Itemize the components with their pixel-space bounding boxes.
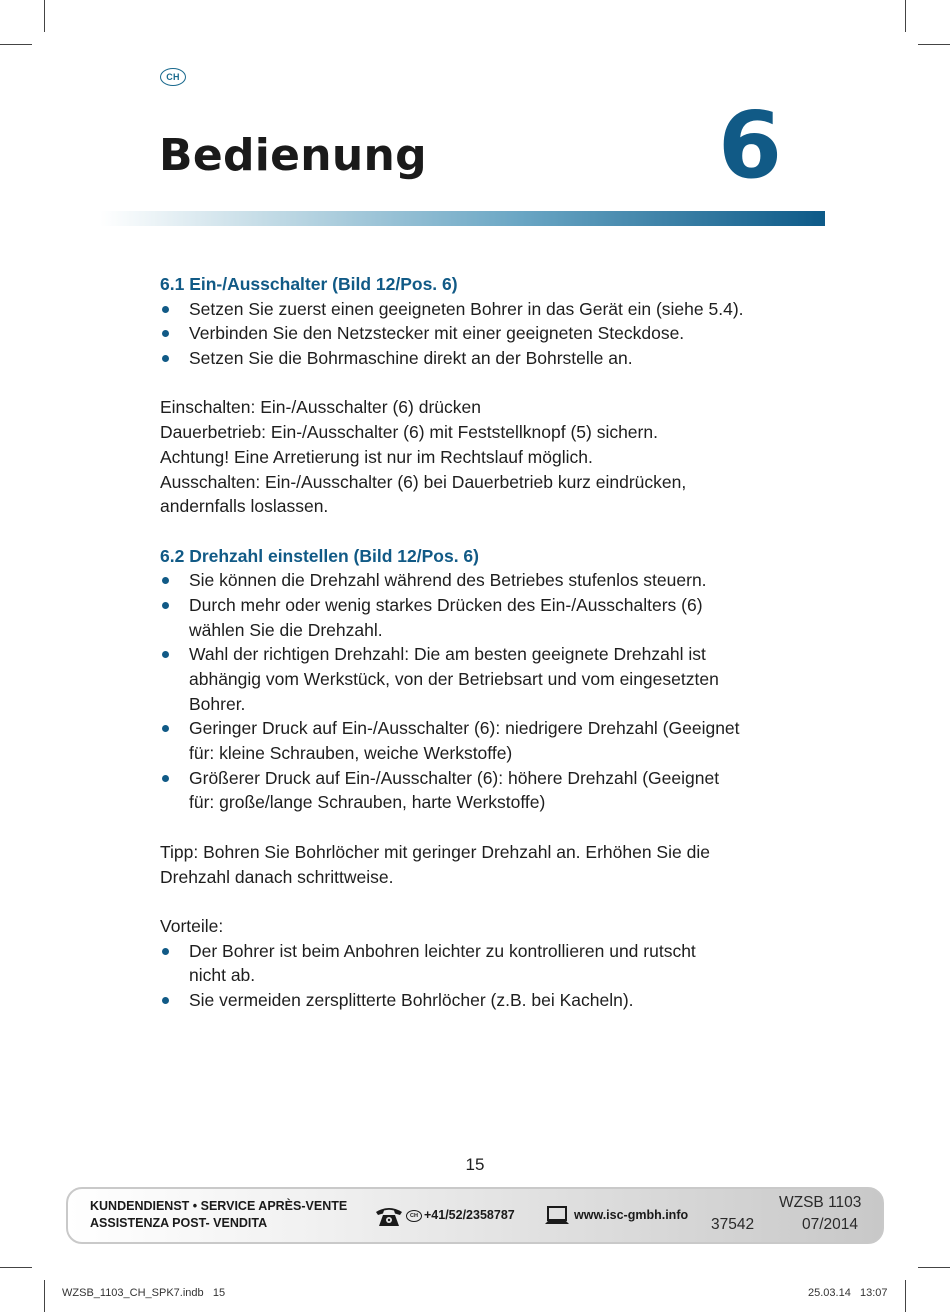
bullet-icon: [162, 602, 169, 609]
website-link: www.isc-gmbh.info: [574, 1208, 689, 1222]
list-item-text: wählen Sie die Drehzahl.: [189, 619, 383, 640]
list-item-text: Größerer Druck auf Ein-/Ausschalter (6): höhere Drehzahl (Geeignet: [189, 767, 720, 788]
page-number: 15: [465, 1155, 485, 1174]
crop-mark: [0, 44, 32, 45]
paragraph-line: andernfalls loslassen.: [160, 496, 329, 517]
list-item: [160, 346, 800, 371]
tip-line: Drehzahl danach schrittweise.: [160, 866, 394, 887]
list-item-text: Sie können die Drehzahl während des Betriebes stufenlos steuern.: [189, 570, 707, 591]
spacer: [160, 889, 800, 914]
list-item-text: Verbinden Sie den Netzstecker mit einer geeigneten Steckdose.: [189, 323, 685, 344]
page-content: [160, 272, 800, 1013]
list-item-text: Geringer Druck auf Ein-/Ausschalter (6): niedrigere Drehzahl (Geeignet: [189, 718, 740, 739]
section-heading: 6.1 Ein-/Ausschalter (Bild 12/Pos. 6): [160, 274, 458, 294]
print-timestamp: 25.03.14 13:07: [808, 1287, 888, 1299]
list-item-text: Setzen Sie die Bohrmaschine direkt an der Bohrstelle an.: [189, 348, 633, 369]
crop-mark: [905, 1280, 906, 1312]
laptop-icon: [544, 1204, 570, 1228]
paragraph-line: Achtung! Eine Arretierung ist nur im Rechtslauf möglich.: [160, 446, 593, 467]
phone-number: +41/52/2358787: [424, 1208, 515, 1222]
title-gradient-bar: [100, 211, 825, 226]
list-item: [160, 568, 800, 593]
list-item-text: abhängig vom Werkstück, von der Betriebsart und vom eingesetzten: [189, 669, 719, 689]
crop-mark: [918, 44, 950, 45]
country-badge: CH: [160, 68, 186, 86]
spacer: [160, 371, 800, 396]
bullet-icon: [162, 948, 169, 955]
advantages-label: Vorteile:: [160, 915, 224, 936]
list-item: [160, 766, 800, 815]
bullet-icon: [162, 577, 169, 584]
crop-mark: [918, 1267, 950, 1268]
service-bar: [66, 1187, 884, 1244]
service-label: ASSISTENZA POST- VENDITA: [90, 1216, 268, 1230]
bullet-icon: [162, 651, 169, 658]
edition-date: 07/2014: [802, 1216, 859, 1233]
list-item-text: Durch mehr oder wenig starkes Drücken des Ein-/Ausschalters (6): [189, 594, 703, 615]
list-item: [160, 939, 800, 988]
paragraph-line: Einschalten: Ein-/Ausschalter (6) drücken: [160, 397, 481, 418]
model-number: WZSB 1103: [779, 1194, 862, 1211]
chapter-number: 6: [718, 92, 783, 199]
page-title: Bedienung: [159, 130, 427, 181]
list-item: [160, 593, 800, 642]
crop-mark: [0, 1267, 32, 1268]
list-item: [160, 321, 800, 346]
bullet-icon: [162, 725, 169, 732]
crop-mark: [905, 0, 906, 32]
list-item: [160, 297, 800, 322]
paragraph-line: Dauerbetrieb: Ein-/Ausschalter (6) mit Feststellknopf (5) sichern.: [160, 422, 658, 443]
spacer: [160, 519, 800, 544]
list-item: [160, 642, 800, 716]
list-item-text: nicht ab.: [189, 965, 256, 986]
bullet-icon: [162, 330, 169, 337]
telephone-icon: [374, 1204, 404, 1228]
section-heading: 6.2 Drehzahl einstellen (Bild 12/Pos. 6): [160, 545, 479, 566]
list-item: [160, 716, 800, 765]
crop-mark: [44, 0, 45, 32]
list-item: [160, 988, 800, 1013]
list-item-text: Wahl der richtigen Drehzahl: Die am besten geeignete Drehzahl ist: [189, 644, 706, 665]
list-item-text: für: kleine Schrauben, weiche Werkstoffe): [189, 743, 513, 764]
print-file-name: WZSB_1103_CH_SPK7.indb 15: [62, 1287, 226, 1299]
article-number: 37542: [711, 1216, 755, 1233]
bullet-icon: [162, 775, 169, 782]
spacer: [160, 815, 800, 840]
list-item-text: Sie vermeiden zersplitterte Bohrlöcher (z.B. bei Kacheln).: [189, 989, 634, 1010]
crop-mark: [44, 1280, 45, 1312]
list-item-text: für: große/lange Schrauben, harte Werkstoffe): [189, 792, 546, 813]
country-badge: CH: [406, 1210, 422, 1222]
tip-line: Tipp: Bohren Sie Bohrlöcher mit geringer Drehzahl an. Erhöhen Sie die: [160, 841, 710, 862]
list-item-text: Bohrer.: [189, 693, 246, 714]
bullet-icon: [162, 306, 169, 313]
bullet-icon: [162, 355, 169, 362]
list-item-text: Setzen Sie zuerst einen geeigneten Bohrer in das Gerät ein (siehe 5.4).: [189, 298, 744, 319]
list-item-text: Der Bohrer ist beim Anbohren leichter zu kontrollieren und rutscht: [189, 940, 696, 961]
service-label: KUNDENDIENST • SERVICE APRÈS-VENTE: [90, 1199, 348, 1213]
bullet-icon: [162, 997, 169, 1004]
paragraph-line: Ausschalten: Ein-/Ausschalter (6) bei Dauerbetrieb kurz eindrücken,: [160, 471, 687, 492]
